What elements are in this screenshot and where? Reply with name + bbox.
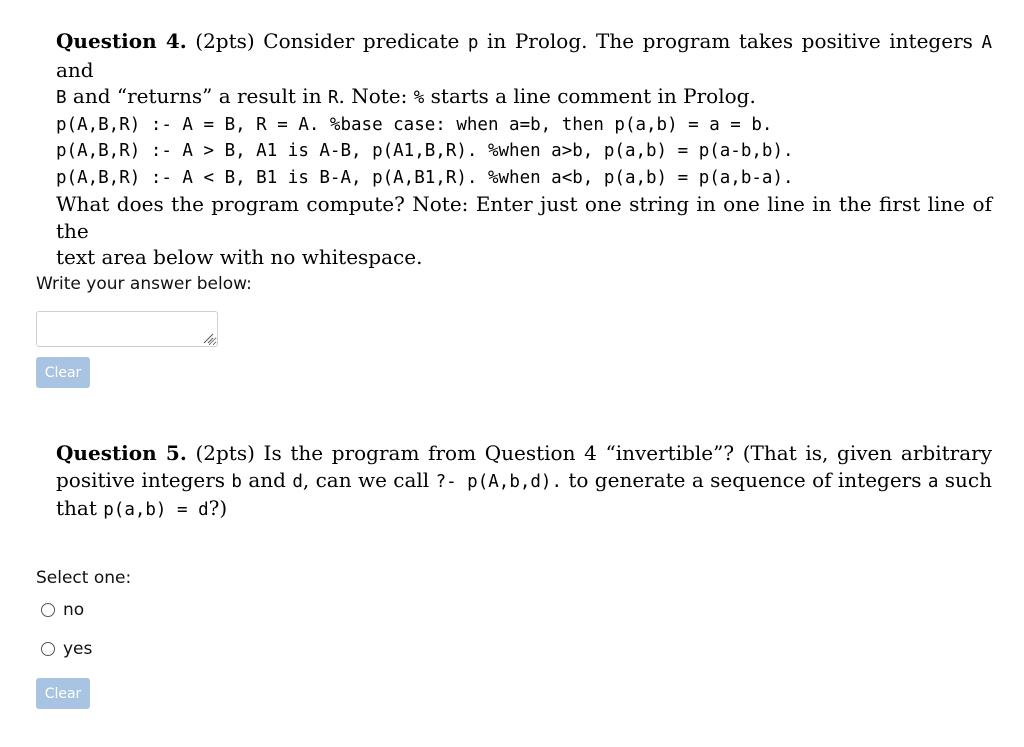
question-4-prompt-line-2: text area below with no whitespace. [56, 245, 423, 269]
option-no-label: no [63, 600, 85, 620]
select-one-label: Select one: [36, 568, 132, 588]
clear-selection-button[interactable]: Clear [36, 678, 90, 709]
prolog-query: ?- p(A,b,d). [435, 471, 562, 492]
option-yes[interactable] [41, 639, 92, 659]
radio-no[interactable] [41, 603, 55, 617]
question-4-line-2: B and “returns” a result in R. Note: % starts a line comment in Prolog. [56, 84, 756, 108]
code-line-3: p(A,B,R) :- A < B, B1 is B-A, p(A,B1,R). %when a<b, p(a,b) = p(a,b-a). [56, 167, 794, 188]
question-5-line-3: that p(a,b) = d?) [56, 496, 228, 520]
question-4-prompt-line-1: What does the program compute? Note: Enter just one string in one line in the first line of the [56, 192, 992, 243]
question-4 [56, 28, 992, 271]
question-4-label: Question 4. [56, 29, 187, 53]
answer-label: Write your answer below: [36, 274, 252, 294]
question-4-line-1: Question 4. (2pts) Consider predicate p in Prolog. The program takes positive integers A and [56, 29, 992, 82]
code-line-1: p(A,B,R) :- A = B, R = A. %base case: when a=b, then p(a,b) = a = b. [56, 114, 773, 135]
answer-textarea[interactable] [36, 311, 218, 347]
query-expression: p(a,b) = d [103, 500, 209, 520]
radio-yes[interactable] [41, 642, 55, 656]
option-yes-label: yes [63, 639, 93, 659]
option-no[interactable] [41, 600, 84, 620]
question-5-line-2: positive integers b and d, can we call ?- p(A,b,d). to generate a sequence of integers a such [56, 467, 992, 492]
code-line-2: p(A,B,R) :- A > B, A1 is A-B, p(A1,B,R). %when a>b, p(a,b) = p(a-b,b). [56, 141, 794, 161]
question-5-label: Question 5. [56, 441, 187, 465]
clear-answer-button[interactable]: Clear [36, 357, 90, 388]
question-5-line-1: Question 5. (2pts) Is the program from Question 4 “invertible”? (That is, given arbitrary [56, 441, 992, 465]
predicate-name: p [467, 33, 479, 53]
question-5 [56, 440, 992, 524]
